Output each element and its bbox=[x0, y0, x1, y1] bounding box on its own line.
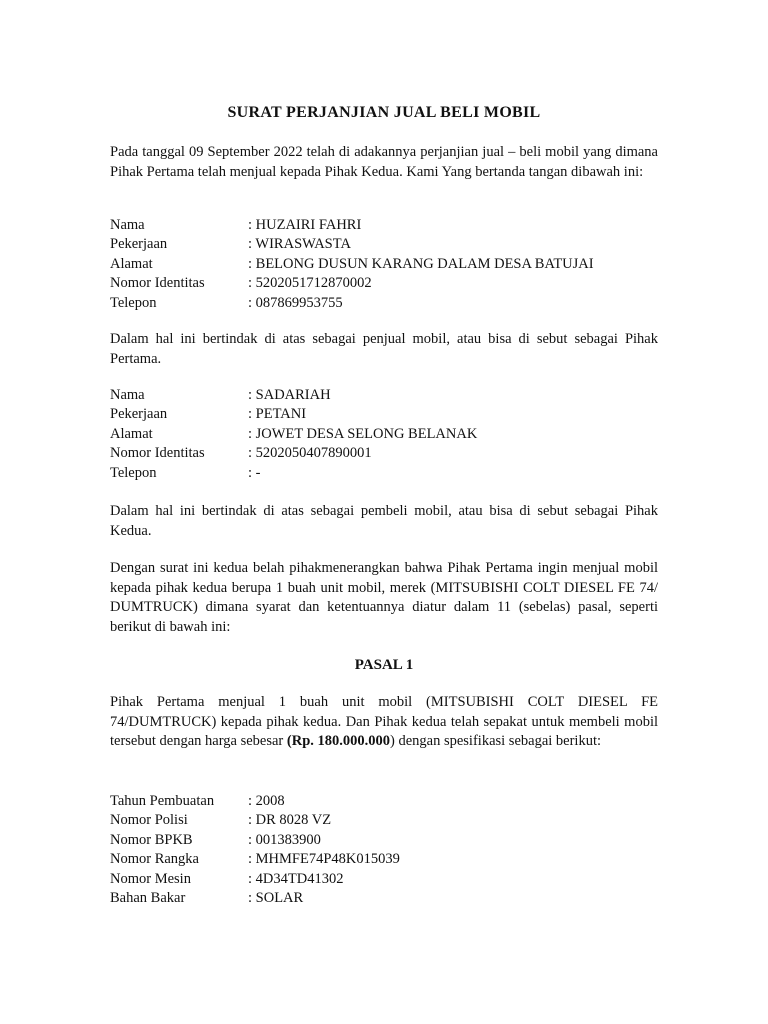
field-label: Nomor Polisi bbox=[110, 812, 188, 829]
field-value: : 5202051712870002 bbox=[248, 274, 372, 293]
field-value: : WIRASWASTA bbox=[248, 235, 351, 254]
seller-row-job bbox=[110, 235, 670, 254]
seller-row-address bbox=[110, 255, 670, 274]
seller-row-name bbox=[110, 216, 670, 235]
field-label: Pekerjaan bbox=[110, 406, 168, 423]
buyer-row-phone bbox=[110, 464, 670, 483]
document-title: SURAT PERJANJIAN JUAL BELI MOBIL bbox=[227, 104, 541, 121]
field-label: Alamat bbox=[110, 425, 153, 442]
spec-row-fuel bbox=[110, 889, 670, 908]
statement-paragraph: Dengan surat ini kedua belah pihakmenerangkan bahwa Pihak Pertama ingin menjual mobil kepada pihak kedua berupa 1 buah unit mobil, merek (MITSUBISHI COLT DIESEL FE 74/ DUMTRUCK) dimana syarat dan ketentuannya diatur dalam 11 (sebelas) pasal, seperti berikut di bawah ini: bbox=[110, 560, 658, 635]
field-label: Bahan Bakar bbox=[110, 889, 186, 906]
buyer-row-address bbox=[110, 425, 670, 444]
field-label: Alamat bbox=[110, 255, 153, 272]
spec-row-bpkb bbox=[110, 831, 670, 850]
field-value: : 2008 bbox=[248, 792, 285, 811]
buyer-row-id bbox=[110, 444, 670, 463]
intro-paragraph: Pada tanggal 09 September 2022 telah di adakannya perjanjian jual – beli mobil yang dimana Pihak Pertama telah menjual kepada Pihak Kedua. Kami Yang bertanda tangan dibawah ini: bbox=[110, 144, 658, 180]
price-text: (Rp. 180.000.000 bbox=[286, 733, 391, 749]
seller-details bbox=[110, 216, 670, 313]
field-label: Nama bbox=[110, 217, 145, 233]
pasal-1-paragraph bbox=[110, 693, 658, 752]
pasal-1-text-end: ) dengan spesifikasi sebagai berikut: bbox=[390, 733, 602, 749]
field-value: : SOLAR bbox=[248, 889, 303, 908]
seller-role-paragraph: Dalam hal ini bertindak di atas sebagai penjual mobil, atau bisa di sebut sebagai Pihak Pertama. bbox=[110, 331, 658, 367]
field-value: : HUZAIRI FAHRI bbox=[248, 216, 361, 235]
spec-row-engine bbox=[110, 870, 670, 889]
field-value: : JOWET DESA SELONG BELANAK bbox=[248, 425, 477, 444]
field-value: : - bbox=[248, 464, 261, 483]
vehicle-specs bbox=[110, 792, 670, 908]
field-value: : BELONG DUSUN KARANG DALAM DESA BATUJAI bbox=[248, 255, 594, 274]
field-label: Nomor Mesin bbox=[110, 870, 191, 887]
field-value: : 4D34TD41302 bbox=[248, 870, 343, 889]
buyer-details bbox=[110, 386, 670, 483]
field-value: : 001383900 bbox=[248, 831, 321, 850]
spec-row-chassis bbox=[110, 850, 670, 869]
field-label: Pekerjaan bbox=[110, 236, 168, 253]
field-value: : 5202050407890001 bbox=[248, 444, 372, 463]
buyer-role-paragraph: Dalam hal ini bertindak di atas sebagai pembeli mobil, atau bisa di sebut sebagai Pihak Kedua. bbox=[110, 503, 658, 539]
field-value: : SADARIAH bbox=[248, 386, 331, 405]
buyer-row-name bbox=[110, 386, 670, 405]
field-value: : PETANI bbox=[248, 405, 306, 424]
field-label: Nama bbox=[110, 387, 145, 403]
pasal-1-text: Pihak Pertama menjual 1 buah unit mobil (MITSUBISHI COLT DIESEL FE 74/DUMTRUCK) kepada pihak kedua. Dan Pihak kedua telah sepakat untuk membeli mobil tersebut dengan harga sebesar bbox=[110, 694, 658, 749]
field-value: : 087869953755 bbox=[248, 294, 343, 313]
field-label: Nomor Identitas bbox=[110, 275, 205, 292]
seller-row-id bbox=[110, 274, 670, 293]
field-label: Nomor Rangka bbox=[110, 851, 199, 868]
buyer-row-job bbox=[110, 405, 670, 424]
field-label: Nomor Identitas bbox=[110, 445, 205, 462]
seller-row-phone bbox=[110, 294, 670, 313]
field-label: Telepon bbox=[110, 294, 157, 311]
field-value: : MHMFE74P48K015039 bbox=[248, 850, 400, 869]
field-label: Tahun Pembuatan bbox=[110, 793, 215, 809]
spec-row-year bbox=[110, 792, 670, 811]
spec-row-plate bbox=[110, 811, 670, 830]
field-label: Telepon bbox=[110, 464, 157, 481]
field-label: Nomor BPKB bbox=[110, 831, 193, 848]
field-value: : DR 8028 VZ bbox=[248, 811, 331, 830]
pasal-1-heading: PASAL 1 bbox=[354, 657, 414, 673]
